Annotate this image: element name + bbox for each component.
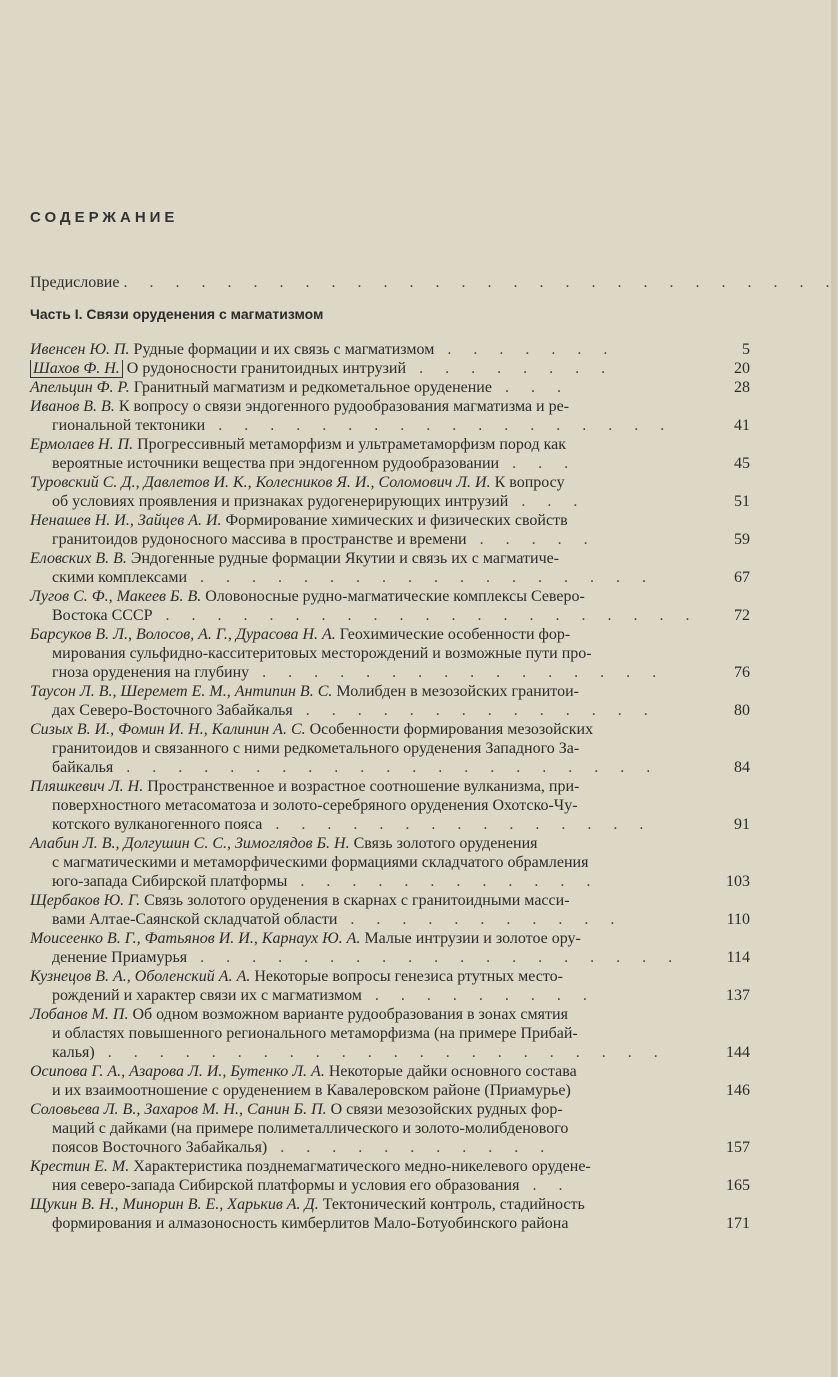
entry-authors: Лобанов М. П. [30, 1006, 129, 1023]
entry-authors: Еловских В. В. [30, 550, 127, 567]
entry-line [30, 549, 696, 568]
entry-title: Геохимические особенности фор- [339, 626, 571, 643]
entry-title: Гранитный магматизм и редкометальное оруденение [133, 379, 492, 396]
entry-line [30, 834, 696, 853]
entry-title: с магматическими и метаморфическими формациями складчатого обрамления [52, 854, 589, 871]
entry-authors: Крестин Е. М. [30, 1158, 130, 1175]
toc-entry[interactable] [30, 1195, 750, 1233]
entry-title: и областях повышенного регионального метаморфизма (на примере Прибай- [52, 1025, 578, 1042]
entry-line [30, 929, 696, 948]
entry-title: Некоторые вопросы генезиса ртутных место- [254, 968, 563, 985]
entry-authors: Кузнецов В. А., Оболенский А. А. [30, 968, 251, 985]
entry-authors: Пляшкевич Л. Н. [30, 778, 144, 795]
leader-dots: . . . . . . . . . . . . . . . . . . . [187, 949, 682, 966]
contents-heading: СОДЕРЖАНИЕ [30, 209, 179, 226]
entry-page-number: 76 [734, 664, 750, 681]
entry-authors: Ненашев Н. И., Зайцев А. И. [30, 512, 222, 529]
entry-line [30, 568, 696, 587]
entry-title: скими комплексами [52, 569, 188, 586]
entry-line [30, 378, 696, 397]
entry-line [30, 891, 696, 910]
entry-line [30, 1214, 696, 1233]
toc-entry[interactable] [30, 435, 750, 473]
entry-title: Прогрессивный метаморфизм и ультраметаморфизм пород как [137, 436, 566, 453]
entry-title: гиональной тектоники [52, 417, 206, 434]
entry-title: юго-запада Сибирской платформы [52, 873, 288, 890]
leader-dots: . . . . . . . . . . . . . . . . [249, 664, 666, 681]
toc-entry[interactable] [30, 777, 750, 834]
toc-entry[interactable] [30, 720, 750, 777]
entry-line [30, 1024, 696, 1043]
entry-line [30, 682, 696, 701]
entry-line [30, 853, 696, 872]
entry-line [30, 1157, 696, 1176]
toc-entry[interactable] [30, 1062, 750, 1100]
part-title: Часть I. Связи оруденения с магматизмом [30, 306, 324, 322]
toc-entry[interactable] [30, 378, 750, 397]
entry-authors: Щукин В. Н., Минорин В. Е., Харькив А. Д. [30, 1196, 319, 1213]
entry-title: Связь золотого оруденения в скарнах с гранитоидными масси- [144, 892, 570, 909]
entry-authors: Сизых В. И., Фомин И. Н., Калинин А. С. [30, 721, 306, 738]
entry-page-number: 171 [726, 1215, 750, 1232]
toc-entry[interactable] [30, 1100, 750, 1157]
entry-page-number: 146 [726, 1082, 750, 1099]
entry-page-number: 72 [734, 607, 750, 624]
toc-entry[interactable] [30, 397, 750, 435]
entry-page-number: 45 [734, 455, 750, 472]
entry-line [30, 492, 696, 511]
entry-title: гноза оруденения на глубину [52, 664, 250, 681]
preface-dots: . . . . . . . . . . . . . . . . . . . . . . . . . . . . [123, 274, 838, 291]
entry-title: поверхностного метасоматоза и золото-серебряного оруденения Охотско-Чу- [52, 797, 578, 814]
entry-authors: Щербаков Ю. Г. [30, 892, 141, 909]
entry-title: ния северо-запада Сибирской платформы и условия его образования [52, 1177, 520, 1194]
entry-line [30, 720, 696, 739]
leader-dots: . . . . . . . . . . . . . . . . . . [205, 417, 674, 434]
entry-title: котского вулканогенного пояса [52, 816, 263, 833]
entry-title: об условиях проявления и признаках рудогенерирующих интрузий [52, 493, 509, 510]
toc-entry[interactable] [30, 1005, 750, 1062]
entry-title: дах Северо-Восточного Забайкалья [52, 702, 293, 719]
preface-entry[interactable] [30, 274, 838, 292]
entry-title: вероятные источники вещества при эндогенном рудообразовании [52, 455, 500, 472]
entry-line [30, 1062, 696, 1081]
leader-dots: . . . . . . . . . . . . . . . . . . [187, 569, 656, 586]
toc-entry[interactable] [30, 891, 750, 929]
entry-line [30, 986, 696, 1005]
entry-title: Некоторые дайки основного состава [328, 1063, 577, 1080]
leader-dots: . . . [491, 379, 570, 396]
entry-page-number: 41 [734, 417, 750, 434]
entry-title: формирования и алмазоносность кимберлитов Мало-Ботуобинского района [52, 1215, 569, 1232]
entry-title: Оловоносные рудно-магматические комплексы Северо- [205, 588, 585, 605]
entry-title: мирования сульфидно-касситеритовых месторождений и возможные пути про- [52, 645, 592, 662]
entry-title: Тектонический контроль, стадийность [322, 1196, 585, 1213]
entry-title: Об одном возможном варианте рудообразования в зонах смятия [132, 1006, 568, 1023]
toc-entry[interactable] [30, 967, 750, 1005]
entry-line [30, 1195, 696, 1214]
leader-dots: . . [519, 1177, 572, 1194]
entry-authors: Лугов С. Ф., Макеев Б. В. [30, 588, 202, 605]
entry-title: О рудоносности гранитоидных интрузий [126, 360, 407, 377]
entry-line [30, 1119, 696, 1138]
entry-authors: Барсуков В. Л., Волосов, А. Г., Дурасова Н. А. [30, 626, 336, 643]
entry-line [30, 473, 696, 492]
entry-page-number: 165 [726, 1177, 750, 1194]
leader-dots: . . . . . [466, 531, 597, 548]
entry-title: Формирование химических и физических свойств [225, 512, 568, 529]
entry-line [30, 644, 696, 663]
toc-entry[interactable] [30, 1157, 750, 1195]
entry-authors: Шахов Ф. Н. [30, 360, 123, 378]
entry-authors: Туровский С. Д., Давлетов И. К., Колесников Я. И., Соломович Л. И. [30, 474, 491, 491]
entry-authors: Ермолаев Н. П. [30, 436, 134, 453]
leader-dots: . . . . . . . . . . . . [287, 873, 600, 890]
toc-entry[interactable] [30, 511, 750, 549]
preface-label: Предисловие [30, 274, 120, 291]
leader-dots: . . . [499, 455, 578, 472]
toc-list [30, 340, 750, 1233]
entry-page-number: 5 [742, 341, 750, 358]
toc-entry[interactable] [30, 473, 750, 511]
entry-authors: Алабин Л. В., Долгушин С. С., Зимоглядов Б. Н. [30, 835, 350, 852]
leader-dots: . . . . . . . [434, 341, 617, 358]
entry-page-number: 103 [726, 873, 750, 890]
entry-line [30, 967, 696, 986]
entry-page-number: 157 [726, 1139, 750, 1156]
entry-authors: Осипова Г. А., Азарова Л. И., Бутенко Л. А. [30, 1063, 325, 1080]
entry-title: Малые интрузии и золотое ору- [364, 930, 581, 947]
leader-dots: . . . . . . . . . [361, 987, 596, 1004]
toc-entry[interactable] [30, 834, 750, 891]
toc-entry[interactable] [30, 359, 750, 378]
entry-line [30, 1100, 696, 1119]
leader-dots: . . . . . . . . . . . . . . . [262, 816, 653, 833]
page-edge [831, 0, 837, 1377]
entry-authors: Ивенсен Ю. П. [30, 341, 130, 358]
leader-dots: . . . . . . . . . . . . . . . . . . . . . . [94, 1044, 667, 1061]
entry-page-number: 114 [726, 949, 750, 966]
leader-dots: . . . . . . . . . . . . . . [292, 702, 657, 719]
entry-title: О связи мезозойских рудных фор- [330, 1101, 563, 1118]
entry-line [30, 1043, 696, 1062]
entry-line [30, 416, 696, 435]
entry-title: Молибден в мезозойских гранитои- [336, 683, 579, 700]
entry-line [30, 739, 696, 758]
entry-line [30, 511, 696, 530]
entry-line [30, 758, 696, 777]
leader-dots: . . . . . . . . . . . . . . . . . . . . . [113, 759, 660, 776]
entry-page-number: 28 [734, 379, 750, 396]
entry-line [30, 1176, 696, 1195]
entry-line [30, 340, 696, 359]
entry-title: Рудные формации и их связь с магматизмом [133, 341, 435, 358]
entry-title: К вопросу о связи эндогенного рудообразования магматизма и ре- [118, 398, 570, 415]
toc-entry[interactable] [30, 929, 750, 967]
entry-page-number: 67 [734, 569, 750, 586]
entry-title: Эндогенные рудные формации Якутии и связь их с магматиче- [130, 550, 560, 567]
entry-line [30, 815, 696, 834]
entry-title: денение Приамурья [52, 949, 188, 966]
entry-line [30, 454, 696, 473]
leader-dots: . . . . . . . . . . . . . . . . . . . . . [152, 607, 699, 624]
entry-authors: Моисеенко В. Г., Фатьянов И. И., Карнаух Ю. А. [30, 930, 361, 947]
toc-entry[interactable] [30, 625, 750, 682]
entry-line [30, 397, 696, 416]
entry-page-number: 80 [734, 702, 750, 719]
entry-title: Связь золотого оруденения [353, 835, 538, 852]
entry-title: К вопросу [494, 474, 565, 491]
leader-dots: . . . . . . . . . . . [267, 1139, 554, 1156]
leader-dots: . . . . . . . . . . . [337, 911, 624, 928]
entry-line [30, 625, 696, 644]
entry-page-number: 144 [726, 1044, 750, 1061]
entry-title: байкалья [52, 759, 114, 776]
entry-page-number: 59 [734, 531, 750, 548]
leader-dots: . . . . . . . . [406, 360, 615, 377]
entry-title: гранитоидов рудоносного массива в пространстве и времени [52, 531, 467, 548]
entry-line [30, 910, 696, 929]
entry-title: поясов Восточного Забайкалья) [52, 1139, 268, 1156]
entry-title: рождений и характер связи их с магматизмом [52, 987, 362, 1004]
entry-line [30, 948, 696, 967]
entry-authors: Соловьева Л. В., Захаров М. Н., Санин Б. П. [30, 1101, 327, 1118]
entry-title: калья) [52, 1044, 95, 1061]
entry-line [30, 587, 696, 606]
entry-line [30, 701, 696, 720]
entry-title: и их взаимоотношение с оруденением в Кавалеровском районе (Приамурье) [52, 1082, 571, 1099]
entry-line [30, 435, 696, 454]
entry-title: вами Алтае-Саянской складчатой области [52, 911, 338, 928]
entry-page-number: 137 [726, 987, 750, 1004]
entry-line [30, 1005, 696, 1024]
entry-authors: Апельцин Ф. Р. [30, 379, 130, 396]
toc-entry[interactable] [30, 549, 750, 587]
entry-title: гранитоидов и связанного с ними редкометального оруденения Западного За- [52, 740, 580, 757]
entry-title: Пространственное и возрастное соотношение вулканизма, при- [147, 778, 580, 795]
entry-line [30, 796, 696, 815]
entry-line [30, 872, 696, 891]
entry-authors: Иванов В. В. [30, 398, 115, 415]
entry-line [30, 1138, 696, 1157]
toc-entry[interactable] [30, 682, 750, 720]
entry-line [30, 777, 696, 796]
entry-page-number: 51 [734, 493, 750, 510]
entry-title: Характеристика позднемагматического медно-никелевого орудене- [133, 1158, 591, 1175]
entry-line [30, 359, 696, 378]
entry-line [30, 606, 699, 625]
entry-title: Востока СССР [52, 607, 153, 624]
entry-line [30, 530, 696, 549]
entry-title: маций с дайками (на примере полиметаллического и золото-молибденового [52, 1120, 569, 1137]
toc-entry[interactable] [30, 340, 750, 359]
entry-authors: Таусон Л. В., Шеремет Е. М., Антипин В. С. [30, 683, 333, 700]
entry-page-number: 91 [734, 816, 750, 833]
entry-title: Особенности формирования мезозойских [309, 721, 594, 738]
leader-dots: . . . [508, 493, 587, 510]
entry-page-number: 20 [734, 360, 750, 377]
toc-entry[interactable] [30, 587, 750, 625]
entry-line [30, 1081, 696, 1100]
entry-line [30, 663, 696, 682]
entry-page-number: 110 [726, 911, 750, 928]
entry-page-number: 84 [734, 759, 750, 776]
